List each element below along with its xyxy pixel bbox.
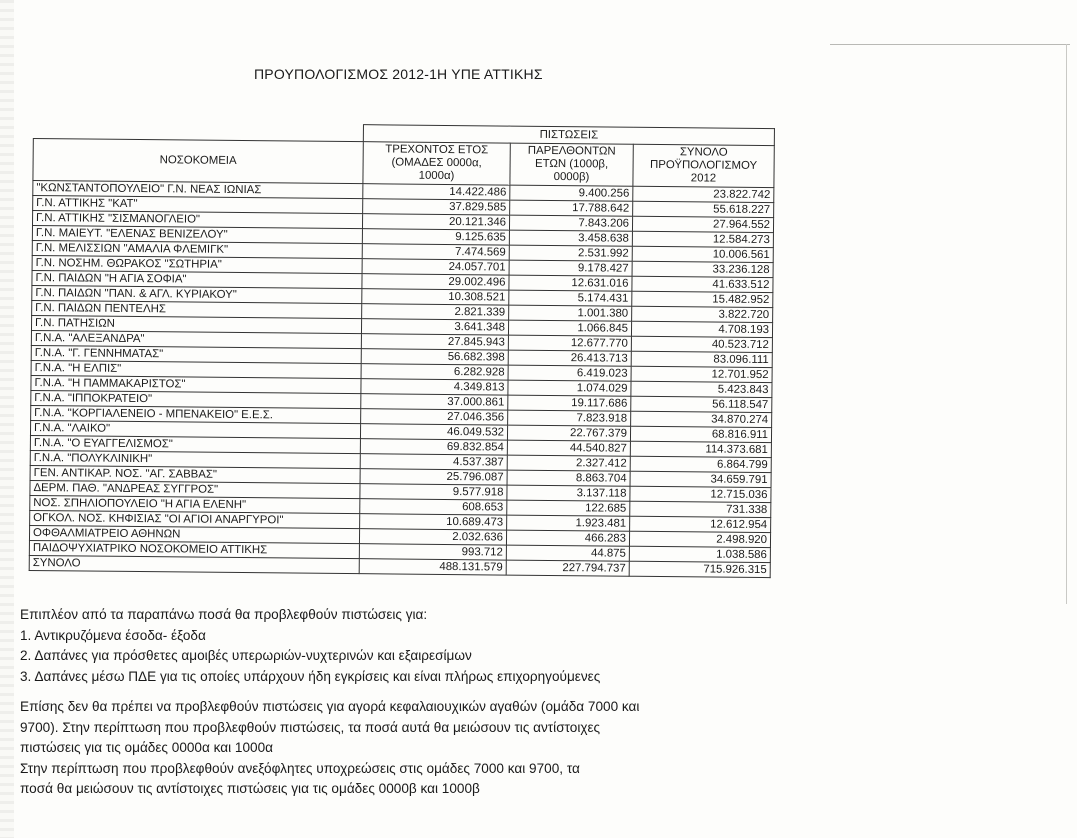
- notes-paragraph-line: πιστώσεις για τις ομάδες 0000α και 1000α: [20, 740, 274, 755]
- previous-years-value: 7.843.206: [509, 215, 632, 231]
- spacer: [20, 687, 780, 697]
- column-header-line: ΣΥΝΟΛΟ: [679, 146, 728, 159]
- budget-total-value: 12.584.273: [632, 231, 773, 247]
- column-header-row: [33, 139, 774, 188]
- current-year-value: 27.845.943: [361, 334, 508, 350]
- budget-total-value: 12.701.952: [631, 366, 772, 382]
- previous-years-value: 7.823.918: [508, 410, 631, 426]
- group-header: ΠΙΣΤΩΣΕΙΣ: [363, 125, 774, 146]
- previous-years-value: 3.137.118: [507, 485, 630, 501]
- scan-artifact-line: [1066, 44, 1067, 604]
- budget-table: [29, 121, 775, 578]
- notes-item: 1. Αντικρυζόμενα έσοδα- έξοδα: [20, 627, 206, 643]
- column-header-budget-total: [633, 144, 774, 187]
- hospital-name: Γ.Ν. ΠΑΙΔΩΝ ΠΕΝΤΕΛΗΣ: [32, 300, 362, 318]
- previous-years-value: 122.685: [507, 500, 630, 516]
- hospital-name: Γ.Ν.Α. "Η ΕΛΠΙΣ": [31, 360, 361, 378]
- previous-years-value: 44.540.827: [507, 440, 630, 456]
- column-header-current-year: [363, 142, 510, 185]
- column-header-line: 1000α): [418, 169, 455, 183]
- budget-total-value: 731.338: [630, 501, 771, 517]
- previous-years-value: 3.458.638: [509, 230, 632, 246]
- current-year-value: 4.537.387: [360, 454, 507, 470]
- budget-total-value: 2.498.920: [629, 531, 770, 547]
- budget-total-value: 10.006.561: [632, 246, 773, 262]
- hospital-name: Γ.Ν. ΜΕΛΙΣΣΙΩΝ "ΑΜΑΛΙΑ ΦΛΕΜΙΓΚ": [32, 240, 362, 258]
- current-year-value: 20.121.346: [362, 214, 509, 230]
- budget-total-value: 56.118.547: [631, 396, 772, 412]
- hospital-name: ΔΕΡΜ. ΠΑΘ. "ΑΝΔΡΕΑΣ ΣΥΓΓΡΟΣ": [30, 480, 360, 498]
- previous-years-value: 2.327.412: [507, 455, 630, 471]
- hospital-name: Γ.Ν. ΠΑΤΗΣΙΩΝ: [31, 315, 361, 333]
- budget-total-value: 34.659.791: [630, 471, 771, 487]
- total-budget: 715.926.315: [629, 561, 770, 577]
- hospital-name: Γ.Ν.Α. "Γ. ΓΕΝΝΗΜΑΤΑΣ": [31, 345, 361, 363]
- notes-section: [20, 605, 780, 800]
- current-year-value: 9.125.635: [362, 229, 509, 245]
- previous-years-value: 1.001.380: [509, 305, 632, 321]
- scan-edge-noise: [0, 0, 14, 838]
- hospital-name: Γ.Ν.Α. "ΑΛΕΞΑΝΔΡΑ": [31, 330, 361, 348]
- budget-total-value: 15.482.952: [632, 291, 773, 307]
- column-header-previous-years: [510, 143, 633, 186]
- hospital-name: Γ.Ν. ΑΤΤΙΚΗΣ "ΚΑΤ": [33, 196, 363, 214]
- budget-total-value: 55.618.227: [633, 201, 774, 217]
- budget-total-value: 34.870.274: [631, 411, 772, 427]
- notes-paragraph-line: ποσά θα μειώσουν τις αντίστοιχες πιστώσεις για τις ομάδες 0000β και 1000β: [20, 781, 480, 796]
- current-year-value: 37.829.585: [363, 199, 510, 215]
- current-year-value: 69.832.854: [360, 439, 507, 455]
- notes-paragraph-line: Επίσης δεν θα πρέπει να προβλεφθούν πιστώσεις για αγορά κεφαλαιουχικών αγαθών (ομάδα 7000 και: [20, 699, 640, 714]
- budget-total-value: 23.822.742: [633, 186, 774, 202]
- notes-item: 2. Δαπάνες για πρόσθετες αμοιβές υπερωριών-νυχτερινών και εξαιρεσίμων: [20, 648, 472, 663]
- budget-total-value: 1.038.586: [629, 546, 770, 562]
- budget-total-value: 12.715.036: [630, 486, 771, 502]
- hospital-name: ΠΑΙΔΟΨΥΧΙΑΤΡΙΚΟ ΝΟΣΟΚΟΜΕΙΟ ΑΤΤΙΚΗΣ: [29, 540, 359, 558]
- previous-years-value: 1.074.029: [508, 380, 631, 396]
- budget-total-value: 114.373.681: [630, 441, 771, 457]
- notes-intro: Επιπλέον από τα παραπάνω ποσά θα προβλεφθούν πιστώσεις για:: [20, 607, 428, 622]
- hospital-name: Γ.Ν.Α. "Ο ΕΥΑΓΓΕΛΙΣΜΟΣ": [30, 435, 360, 453]
- budget-total-value: 3.822.720: [632, 306, 773, 322]
- scan-artifact-line: [830, 44, 1070, 45]
- previous-years-value: 5.174.431: [509, 290, 632, 306]
- current-year-value: 10.689.473: [360, 514, 507, 530]
- budget-total-value: 83.096.111: [631, 351, 772, 367]
- budget-total-value: 12.612.954: [630, 516, 771, 532]
- hospital-name: Γ.Ν. ΑΤΤΙΚΗΣ "ΣΙΣΜΑΝΟΓΛΕΙΟ": [32, 211, 362, 229]
- previous-years-value: 6.419.023: [508, 365, 631, 381]
- current-year-value: 10.308.521: [362, 289, 509, 305]
- previous-years-value: 44.875: [506, 545, 629, 561]
- budget-total-value: 33.236.128: [632, 261, 773, 277]
- current-year-value: 2.032.636: [359, 529, 506, 545]
- total-label: ΣΥΝΟΛΟ: [29, 555, 359, 573]
- previous-years-value: 1.923.481: [507, 515, 630, 531]
- current-year-value: 4.349.813: [361, 379, 508, 395]
- previous-years-value: 466.283: [506, 530, 629, 546]
- total-current: 488.131.579: [359, 559, 506, 575]
- current-year-value: 2.821.339: [362, 304, 509, 320]
- hospital-name: ΝΟΣ. ΣΠΗΛΙΟΠΟΥΛΕΙΟ "Η ΑΓΙΑ ΕΛΕΝΗ": [30, 495, 360, 513]
- previous-years-value: 9.400.256: [510, 185, 633, 201]
- budget-total-value: 27.964.552: [632, 216, 773, 232]
- column-header-line: 0000β): [553, 171, 590, 184]
- column-header-line: ΠΑΡΕΛΘΟΝΤΩΝ: [527, 144, 616, 158]
- notes-item: 3. Δαπάνες μέσω ΠΔΕ για τις οποίες υπάρχουν ήδη εγκρίσεις και είναι πλήρως επιχορηγούμενες: [20, 668, 601, 684]
- hospital-name: ΓΕΝ. ΑΝΤΙΚΑΡ. ΝΟΣ. "ΑΓ. ΣΑΒΒΑΣ": [30, 465, 360, 483]
- current-year-value: 9.577.918: [360, 484, 507, 500]
- current-year-value: 6.282.928: [361, 364, 508, 380]
- hospital-name: Γ.Ν.Α. "ΚΟΡΓΙΑΛΕΝΕΙΟ - ΜΠΕΝΑΚΕΙΟ" Ε.Ε.Σ.: [31, 405, 361, 423]
- previous-years-value: 1.066.845: [508, 320, 631, 336]
- current-year-value: 25.796.087: [360, 469, 507, 485]
- previous-years-value: 26.413.713: [508, 350, 631, 366]
- budget-total-value: 4.708.193: [631, 321, 772, 337]
- hospital-name: ΟΓΚΟΛ. ΝΟΣ. ΚΗΦΙΣΙΑΣ "ΟΙ ΑΓΙΟΙ ΑΝΑΡΓΥΡΟΙ": [30, 510, 360, 528]
- hospital-name: Γ.Ν. ΝΟΣΗΜ. ΘΩΡΑΚΟΣ "ΣΩΤΗΡΙΑ": [32, 255, 362, 273]
- current-year-value: 3.641.348: [361, 319, 508, 335]
- budget-total-value: 68.816.911: [630, 426, 771, 442]
- column-header-line: ΠΡΟΫΠΟΛΟΓΙΣΜΟΥ: [650, 158, 758, 172]
- hospital-name: Γ.Ν.Α. "Η ΠΑΜΜΑΚΑΡΙΣΤΟΣ": [31, 375, 361, 393]
- current-year-value: 27.046.356: [361, 409, 508, 425]
- current-year-value: 993.712: [359, 544, 506, 560]
- budget-total-value: 41.633.512: [632, 276, 773, 292]
- previous-years-value: 22.767.379: [507, 425, 630, 441]
- current-year-value: 29.002.496: [362, 274, 509, 290]
- column-header-hospitals-label: ΝΟΣΟΚΟΜΕΙΑ: [159, 154, 237, 167]
- total-previous: 227.794.737: [506, 560, 629, 576]
- previous-years-value: 9.178.427: [509, 260, 632, 276]
- previous-years-value: 19.117.686: [508, 395, 631, 411]
- hospital-name: Γ.Ν.Α. "ΠΟΛΥΚΛΙΝΙΚΗ": [30, 450, 360, 468]
- column-header-line: 2012: [690, 172, 717, 185]
- column-header-line: ΕΤΩΝ (1000β,: [534, 157, 609, 171]
- hospital-name: "ΚΩΝΣΤΑΝΤΟΠΟΥΛΕΙΟ" Γ.Ν. ΝΕΑΣ ΙΩΝΙΑΣ: [33, 181, 363, 199]
- budget-total-value: 5.423.843: [631, 381, 772, 397]
- hospital-name: Γ.Ν. ΜΑΙΕΥΤ. "ΕΛΕΝΑΣ ΒΕΝΙΖΕΛΟΥ": [32, 225, 362, 243]
- document-title: ΠΡΟΥΠΟΛΟΓΙΣΜΟΣ 2012-1Η ΥΠΕ ΑΤΤΙΚΗΣ: [254, 66, 543, 82]
- hospital-name: Γ.Ν. ΠΑΙΔΩΝ "Η ΑΓΙΑ ΣΟΦΙΑ": [32, 270, 362, 288]
- current-year-value: 46.049.532: [360, 424, 507, 440]
- current-year-value: 608.653: [360, 499, 507, 515]
- current-year-value: 7.474.569: [362, 244, 509, 260]
- previous-years-value: 8.863.704: [507, 470, 630, 486]
- column-header-hospitals: [33, 139, 363, 184]
- previous-years-value: 2.531.992: [509, 245, 632, 261]
- notes-paragraph-line: 9700). Στην περίπτωση που προβλεφθούν πιστώσεις, τα ποσά αυτά θα μειώσουν τις αντίστοιχες: [20, 719, 601, 735]
- current-year-value: 56.682.398: [361, 349, 508, 365]
- notes-paragraph-line: Στην περίπτωση που προβλεφθούν ανεξόφλητες υποχρεώσεις στις ομάδες 7000 και 9700, τα: [20, 760, 580, 776]
- current-year-value: 14.422.486: [363, 184, 510, 200]
- current-year-value: 24.057.701: [362, 259, 509, 275]
- column-header-line: ΤΡΕΧΟΝΤΟΣ ΕΤΟΣ: [385, 143, 489, 157]
- current-year-value: 37.000.861: [361, 394, 508, 410]
- hospital-name: ΟΦΘΑΛΜΙΑΤΡΕΙΟ ΑΘΗΝΩΝ: [29, 525, 359, 543]
- hospital-name: Γ.Ν.Α. "ΛΑΙΚΟ": [30, 420, 360, 438]
- column-header-line: (ΟΜΑΔΕΣ 0000α,: [391, 156, 482, 170]
- previous-years-value: 12.677.770: [508, 335, 631, 351]
- previous-years-value: 12.631.016: [509, 275, 632, 291]
- budget-total-value: 6.864.799: [630, 456, 771, 472]
- previous-years-value: 17.788.642: [510, 200, 633, 216]
- budget-total-value: 40.523.712: [631, 336, 772, 352]
- hospital-name: Γ.Ν.Α. "ΙΠΠΟΚΡΑΤΕΙΟ": [31, 390, 361, 408]
- hospital-name: Γ.Ν. ΠΑΙΔΩΝ "ΠΑΝ. & ΑΓΛ. ΚΥΡΙΑΚΟΥ": [32, 285, 362, 303]
- table-body: [29, 181, 774, 563]
